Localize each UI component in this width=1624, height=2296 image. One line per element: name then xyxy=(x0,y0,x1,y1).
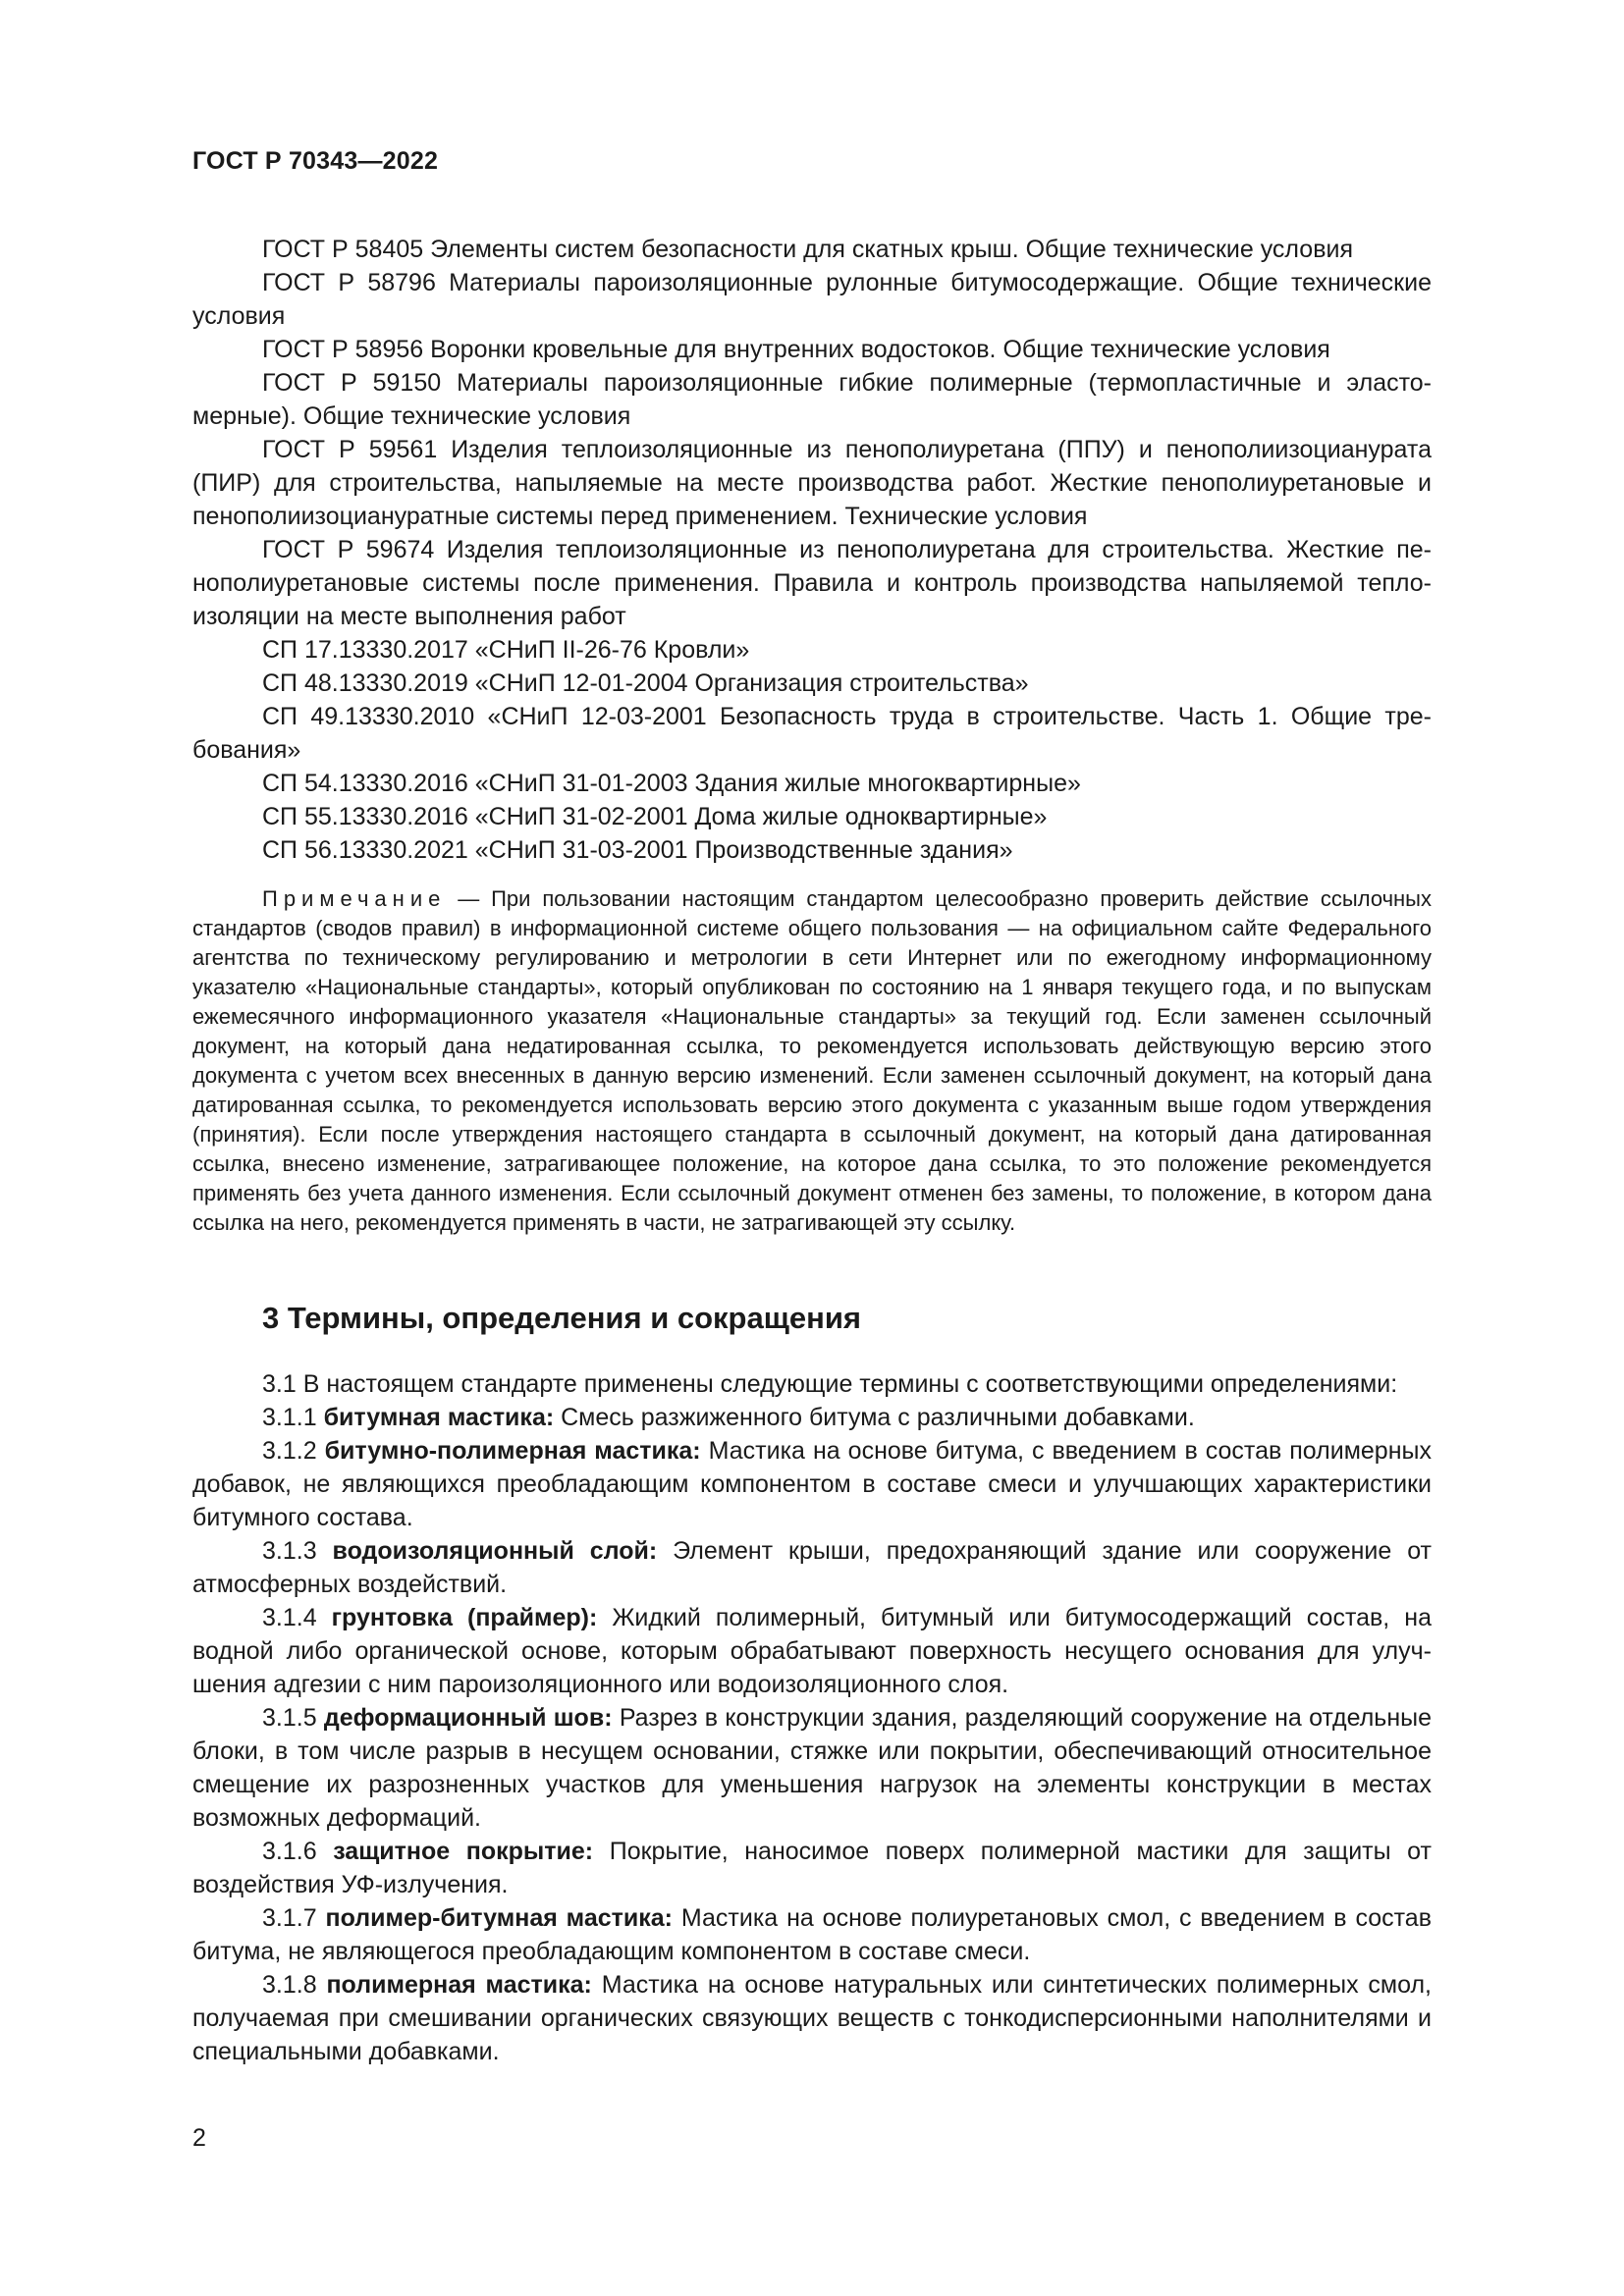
term-item xyxy=(192,1968,1432,2068)
term-item xyxy=(192,1601,1432,1701)
term-name: битумно-полимерная мастика: xyxy=(324,1437,701,1465)
reference-item: СП 56.13330.2021 «СНиП 31-03-2001 Производственные здания» xyxy=(262,836,1013,864)
term-number: 3.1.5 xyxy=(262,1704,317,1732)
normative-references-list xyxy=(192,233,1432,867)
term-definition: Элемент крыши, предохраняющий здание или сооружение от атмосферных воздействий. xyxy=(192,1537,1432,1598)
reference-item: ГОСТ Р 58956 Воронки кровельные для внутренних водостоков. Общие технические условия xyxy=(262,336,1330,363)
section-title: 3 Термины, определения и сокращения xyxy=(262,1301,861,1335)
term-item xyxy=(192,1901,1432,1968)
reference-item: ГОСТ Р 59561 Изделия теплоизоляционные из пенополиуретана (ППУ) и пенополиизоцианурата (ПИР) для строительства, напыляемые на месте производства работ. Жесткие пенополиуретановые и пенополиизоциануратные системы перед применением. Технические условия xyxy=(192,436,1432,530)
terms-intro: 3.1 В настоящем стандарте применены следующие термины с соответствующими определениями: xyxy=(262,1370,1398,1398)
term-definition: Жидкий полимерный, битумный или битумосодержащий состав, на водной либо органической основе, которым обрабатывают поверхность несущего основания для улучшения адгезии с ним пароизоляционного или водоизоляционного слоя. xyxy=(192,1604,1432,1698)
term-name: полимерная мастика: xyxy=(326,1971,592,1999)
term-name: защитное покрытие: xyxy=(333,1838,594,1865)
term-number: 3.1.3 xyxy=(262,1537,317,1565)
term-definition: Мастика на основе натуральных или синтетических полимерных смол, получаемая при смешивании органических связующих веществ с тонкодисперсионными наполнителями и специальными добавками. xyxy=(192,1971,1432,2065)
term-number: 3.1.6 xyxy=(262,1838,317,1865)
term-name: битумная мастика: xyxy=(323,1404,555,1431)
term-name: грунтовка (праймер): xyxy=(331,1604,598,1631)
term-item xyxy=(192,1835,1432,1901)
page-number: 2 xyxy=(192,2124,206,2152)
term-definition: Мастика на основе полиуретановых смол, с введением в состав битума, не являющегося преобладающим компонентом в составе смеси. xyxy=(192,1904,1432,1965)
term-item xyxy=(192,1401,1432,1434)
note-text: — При пользовании настоящим стандартом целесообразно проверить действие ссылочных стандартов (сводов правил) в информационной системе общего пользования — на официальном сайте Федерального агентства по техническому регулированию и метрологии в сети Интернет или по ежегодному информационному указателю «Национальные стандарты», который опубликован по состоянию на 1 января текущего года, и по выпускам ежемесячного информационного указателя «Национальные стандарты» за текущий год. Если заменен ссылочный документ, на который дана недатированная ссылка, то рекомендуется использовать действующую версию этого документа с учетом всех внесенных в данную версию изменений. Если заменен ссылочный документ, на который дана датированная ссылка, то рекомендуется использовать версию этого документа с указанным выше годом утверждения (принятия). Если после утверждения настоящего стандарта в ссылочный документ, на который дана датированная ссылка, внесено изменение, затрагивающее положение, на которое дана ссылка, то это положение рекомендуется применять без учета данного изменения. Если ссылочный документ отменен без замены, то положение, в котором дана ссылка на него, рекомендуется применять в части, не затрагивающей эту ссылку. xyxy=(192,886,1432,1235)
term-item xyxy=(192,1434,1432,1534)
terms-list xyxy=(192,1367,1432,2068)
document-code-header: ГОСТ Р 70343—2022 xyxy=(192,147,439,175)
note-paragraph xyxy=(192,884,1432,1238)
term-definition: Смесь разжиженного битума с различными добавками. xyxy=(561,1404,1195,1431)
term-definition: Мастика на основе битума, с введением в состав полимерных добавок, не являющихся преобладающим компонентом в составе смеси и улучшающих характеристики битумного состава. xyxy=(192,1437,1432,1531)
reference-item: ГОСТ Р 59150 Материалы пароизоляционные гибкие полимерные (термопластичные и эластомерные). Общие технические условия xyxy=(192,369,1432,430)
term-item xyxy=(192,1534,1432,1601)
term-number: 3.1.8 xyxy=(262,1971,317,1999)
note-label: Примечание xyxy=(262,886,447,911)
reference-item: СП 48.13330.2019 «СНиП 12-01-2004 Организация строительства» xyxy=(262,669,1029,697)
reference-item: СП 17.13330.2017 «СНиП II-26-76 Кровли» xyxy=(262,636,750,664)
reference-item: СП 49.13330.2010 «СНиП 12-03-2001 Безопасность труда в строительстве. Часть 1. Общие требования» xyxy=(192,703,1432,764)
term-number: 3.1.7 xyxy=(262,1904,317,1932)
term-definition: Покрытие, наносимое поверх полимерной мастики для защиты от воздействия УФ-излучения. xyxy=(192,1838,1432,1898)
term-definition: Разрез в конструкции здания, разделяющий сооружение на отдельные блоки, в том числе разрыв в несущем основании, стяжке или покрытии, обеспечивающий относительное смещение их разрозненных участков для уменьшения нагрузок на элементы конструкции в местах возможных деформаций. xyxy=(192,1704,1433,1832)
term-number: 3.1.2 xyxy=(262,1437,317,1465)
reference-item: ГОСТ Р 58405 Элементы систем безопасности для скатных крыш. Общие технические условия xyxy=(262,236,1353,263)
term-number: 3.1.4 xyxy=(262,1604,317,1631)
term-item xyxy=(192,1701,1432,1835)
term-name: деформационный шов: xyxy=(323,1704,613,1732)
reference-item: СП 55.13330.2016 «СНиП 31-02-2001 Дома жилые одноквартирные» xyxy=(262,803,1048,830)
term-name: водоизоляционный слой: xyxy=(332,1537,658,1565)
term-number: 3.1.1 xyxy=(262,1404,317,1431)
reference-item: СП 54.13330.2016 «СНиП 31-01-2003 Здания жилые многоквартирные» xyxy=(262,770,1081,797)
reference-item: ГОСТ Р 58796 Материалы пароизоляционные рулонные битумосодержащие. Общие технические условия xyxy=(192,269,1432,330)
reference-item: ГОСТ Р 59674 Изделия теплоизоляционные из пенополиуретана для строительства. Жесткие пенополиуретановые системы после применения. Правила и контроль производства напыляемой теплоизоляции на месте выполнения работ xyxy=(192,536,1432,630)
term-name: полимер-битумная мастика: xyxy=(325,1904,674,1932)
